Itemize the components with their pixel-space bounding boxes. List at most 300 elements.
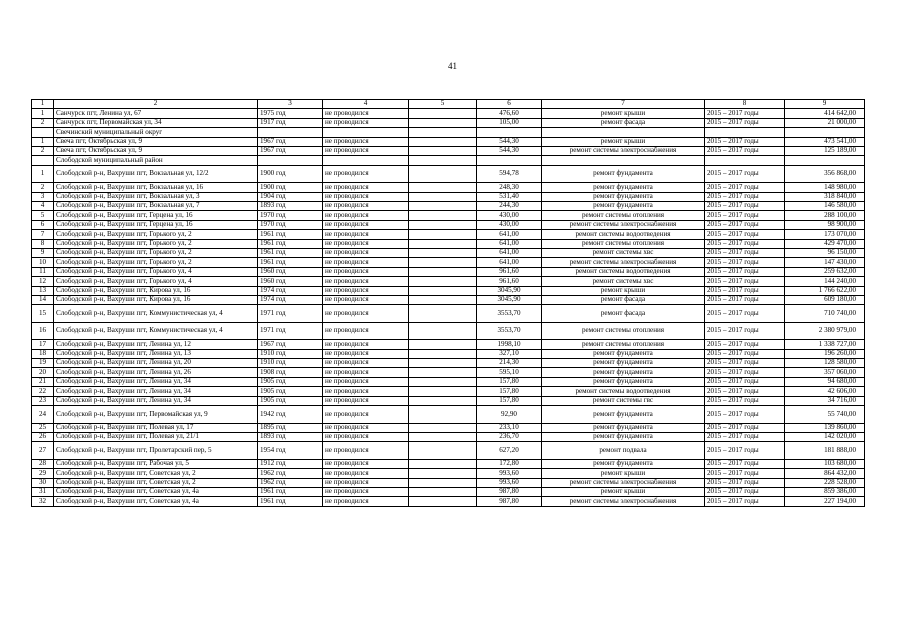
- build-year-cell: 1910 год: [258, 359, 323, 368]
- period-cell: 2015 – 2017 годы: [705, 211, 785, 220]
- area-cell: 236,70: [477, 432, 542, 441]
- table-row: [32, 267, 865, 276]
- row-number-cell: 16: [32, 322, 54, 340]
- cost-cell: 356 868,00: [785, 165, 865, 183]
- column5-cell: [409, 165, 477, 183]
- build-year-cell: 1900 год: [258, 165, 323, 183]
- column5-cell: [409, 137, 477, 146]
- section-title: Свечинский муниципальный округ: [54, 128, 258, 137]
- period-cell: 2015 – 2017 годы: [705, 432, 785, 441]
- address-cell: Слободской р-н, Вахруши пгт, Ленина ул, 13: [54, 349, 258, 358]
- work-type-cell: ремонт системы хвс: [542, 277, 705, 286]
- build-year-cell: 1961 год: [258, 248, 323, 257]
- work-type-cell: ремонт системы водоотведения: [542, 230, 705, 239]
- survey-status-cell: не проводился: [323, 183, 409, 192]
- build-year-cell: 1961 год: [258, 239, 323, 248]
- cost-cell: 21 000,00: [785, 118, 865, 127]
- work-type-cell: ремонт фасада: [542, 295, 705, 304]
- table-row: [32, 359, 865, 368]
- cost-cell: 609 180,00: [785, 295, 865, 304]
- work-type-cell: ремонт системы хвс: [542, 248, 705, 257]
- build-year-cell: 1975 год: [258, 109, 323, 118]
- area-cell: 627,20: [477, 442, 542, 460]
- column5-cell: [409, 248, 477, 257]
- address-cell: Слободской р-н, Вахруши пгт, Первомайская ул, 9: [54, 406, 258, 424]
- row-number-cell: 23: [32, 396, 54, 405]
- empty-cell: [705, 156, 785, 165]
- build-year-cell: 1910 год: [258, 349, 323, 358]
- table-row: [32, 322, 865, 340]
- period-cell: 2015 – 2017 годы: [705, 258, 785, 267]
- column5-cell: [409, 396, 477, 405]
- work-type-cell: ремонт крыши: [542, 137, 705, 146]
- column-number: 8: [705, 100, 785, 109]
- row-number-cell: 5: [32, 211, 54, 220]
- address-cell: Слободской р-н, Вахруши пгт, Вокзальная ул, 16: [54, 183, 258, 192]
- survey-status-cell: не проводился: [323, 137, 409, 146]
- empty-cell: [785, 128, 865, 137]
- area-cell: 961,60: [477, 267, 542, 276]
- build-year-cell: 1962 год: [258, 469, 323, 478]
- build-year-cell: 1895 год: [258, 423, 323, 432]
- build-year-cell: 1967 год: [258, 146, 323, 155]
- address-cell: Слободской р-н, Вахруши пгт, Полевая ул, 17: [54, 423, 258, 432]
- work-type-cell: ремонт фундамента: [542, 192, 705, 201]
- column5-cell: [409, 267, 477, 276]
- row-number-cell: 1: [32, 109, 54, 118]
- area-cell: 531,40: [477, 192, 542, 201]
- cost-cell: 125 189,00: [785, 146, 865, 155]
- row-number-cell: 2: [32, 146, 54, 155]
- work-type-cell: ремонт фундамента: [542, 368, 705, 377]
- column-number-row: [32, 100, 865, 109]
- cost-cell: 181 888,00: [785, 442, 865, 460]
- empty-cell: [409, 128, 477, 137]
- table-row: [32, 442, 865, 460]
- cost-cell: 864 432,00: [785, 469, 865, 478]
- work-type-cell: ремонт системы водоотведения: [542, 267, 705, 276]
- work-type-cell: ремонт системы отопления: [542, 322, 705, 340]
- cost-cell: 473 541,00: [785, 137, 865, 146]
- area-cell: 214,30: [477, 359, 542, 368]
- cost-cell: 142 020,00: [785, 432, 865, 441]
- row-number-cell: 15: [32, 305, 54, 323]
- cost-cell: 148 980,00: [785, 183, 865, 192]
- table-row: [32, 137, 865, 146]
- address-cell: Слободской р-н, Вахруши пгт, Горького ул, 4: [54, 267, 258, 276]
- address-cell: Слободской р-н, Вахруши пгт, Горького ул, 2: [54, 248, 258, 257]
- repair-schedule-table: [31, 99, 865, 507]
- period-cell: 2015 – 2017 годы: [705, 248, 785, 257]
- build-year-cell: 1971 год: [258, 322, 323, 340]
- work-type-cell: ремонт системы электроснабжения: [542, 220, 705, 229]
- survey-status-cell: не проводился: [323, 305, 409, 323]
- build-year-cell: 1893 год: [258, 432, 323, 441]
- period-cell: 2015 – 2017 годы: [705, 109, 785, 118]
- address-cell: Слободской р-н, Вахруши пгт, Пролетарский пер, 5: [54, 442, 258, 460]
- address-cell: Слободской р-н, Вахруши пгт, Кирова ул, 16: [54, 286, 258, 295]
- work-type-cell: ремонт фундамента: [542, 459, 705, 468]
- area-cell: 993,60: [477, 469, 542, 478]
- row-number-cell: 22: [32, 387, 54, 396]
- build-year-cell: 1974 год: [258, 295, 323, 304]
- cost-cell: 34 716,00: [785, 396, 865, 405]
- address-cell: Слободской р-н, Вахруши пгт, Ленина ул, 34: [54, 396, 258, 405]
- column5-cell: [409, 202, 477, 211]
- table-row: [32, 368, 865, 377]
- survey-status-cell: не проводился: [323, 406, 409, 424]
- table-row: [32, 146, 865, 155]
- column5-cell: [409, 478, 477, 487]
- table-row: [32, 258, 865, 267]
- row-number-cell: 32: [32, 497, 54, 506]
- cost-cell: 1 766 622,00: [785, 286, 865, 295]
- area-cell: 993,60: [477, 478, 542, 487]
- column5-cell: [409, 239, 477, 248]
- survey-status-cell: не проводился: [323, 497, 409, 506]
- work-type-cell: ремонт подвала: [542, 442, 705, 460]
- period-cell: 2015 – 2017 годы: [705, 442, 785, 460]
- period-cell: 2015 – 2017 годы: [705, 368, 785, 377]
- table-row: [32, 211, 865, 220]
- survey-status-cell: не проводился: [323, 423, 409, 432]
- table-row: [32, 277, 865, 286]
- column5-cell: [409, 368, 477, 377]
- row-number-cell: 7: [32, 230, 54, 239]
- area-cell: 641,00: [477, 239, 542, 248]
- address-cell: Слободской р-н, Вахруши пгт, Советская ул, 4а: [54, 488, 258, 497]
- column5-cell: [409, 295, 477, 304]
- build-year-cell: 1917 год: [258, 118, 323, 127]
- row-number-cell: 30: [32, 478, 54, 487]
- period-cell: 2015 – 2017 годы: [705, 469, 785, 478]
- table-row: [32, 230, 865, 239]
- column5-cell: [409, 258, 477, 267]
- empty-cell: [477, 128, 542, 137]
- address-cell: Санчурск пгт, Первомайская ул, 34: [54, 118, 258, 127]
- period-cell: 2015 – 2017 годы: [705, 340, 785, 349]
- survey-status-cell: не проводился: [323, 469, 409, 478]
- cost-cell: 429 470,00: [785, 239, 865, 248]
- period-cell: 2015 – 2017 годы: [705, 165, 785, 183]
- section-number-cell: [32, 128, 54, 137]
- period-cell: 2015 – 2017 годы: [705, 459, 785, 468]
- row-number-cell: 6: [32, 220, 54, 229]
- period-cell: 2015 – 2017 годы: [705, 220, 785, 229]
- area-cell: 961,60: [477, 277, 542, 286]
- row-number-cell: 21: [32, 377, 54, 386]
- build-year-cell: 1912 год: [258, 459, 323, 468]
- period-cell: 2015 – 2017 годы: [705, 387, 785, 396]
- column-number: 2: [54, 100, 258, 109]
- table-row: [32, 406, 865, 424]
- period-cell: 2015 – 2017 годы: [705, 305, 785, 323]
- survey-status-cell: не проводился: [323, 349, 409, 358]
- area-cell: 92,90: [477, 406, 542, 424]
- row-number-cell: 2: [32, 183, 54, 192]
- row-number-cell: 9: [32, 248, 54, 257]
- column5-cell: [409, 220, 477, 229]
- cost-cell: 710 740,00: [785, 305, 865, 323]
- column5-cell: [409, 286, 477, 295]
- survey-status-cell: не проводился: [323, 220, 409, 229]
- row-number-cell: 1: [32, 165, 54, 183]
- row-number-cell: 18: [32, 349, 54, 358]
- table-row: [32, 469, 865, 478]
- build-year-cell: 1974 год: [258, 286, 323, 295]
- area-cell: 595,10: [477, 368, 542, 377]
- area-cell: 172,80: [477, 459, 542, 468]
- survey-status-cell: не проводился: [323, 109, 409, 118]
- survey-status-cell: не проводился: [323, 322, 409, 340]
- column5-cell: [409, 230, 477, 239]
- build-year-cell: 1960 год: [258, 277, 323, 286]
- table-row: [32, 432, 865, 441]
- build-year-cell: 1905 год: [258, 396, 323, 405]
- table-row: [32, 396, 865, 405]
- address-cell: Слободской р-н, Вахруши пгт, Герцена ул, 16: [54, 211, 258, 220]
- area-cell: 1998,10: [477, 340, 542, 349]
- row-number-cell: 12: [32, 277, 54, 286]
- table-row: [32, 423, 865, 432]
- survey-status-cell: не проводился: [323, 396, 409, 405]
- column-number: 7: [542, 100, 705, 109]
- column5-cell: [409, 211, 477, 220]
- cost-cell: 103 680,00: [785, 459, 865, 468]
- survey-status-cell: не проводился: [323, 387, 409, 396]
- build-year-cell: 1905 год: [258, 387, 323, 396]
- work-type-cell: ремонт системы отопления: [542, 340, 705, 349]
- row-number-cell: 26: [32, 432, 54, 441]
- survey-status-cell: не проводился: [323, 488, 409, 497]
- table-row: [32, 478, 865, 487]
- survey-status-cell: не проводился: [323, 368, 409, 377]
- column5-cell: [409, 322, 477, 340]
- column5-cell: [409, 359, 477, 368]
- work-type-cell: ремонт системы гвс: [542, 396, 705, 405]
- address-cell: Слободской р-н, Вахруши пгт, Коммунистическая ул, 4: [54, 305, 258, 323]
- column5-cell: [409, 340, 477, 349]
- period-cell: 2015 – 2017 годы: [705, 322, 785, 340]
- section-row: [32, 128, 865, 137]
- area-cell: 244,30: [477, 202, 542, 211]
- build-year-cell: 1954 год: [258, 442, 323, 460]
- survey-status-cell: не проводился: [323, 359, 409, 368]
- work-type-cell: ремонт фундамента: [542, 423, 705, 432]
- period-cell: 2015 – 2017 годы: [705, 488, 785, 497]
- area-cell: 157,80: [477, 377, 542, 386]
- work-type-cell: ремонт фундамента: [542, 406, 705, 424]
- row-number-cell: 20: [32, 368, 54, 377]
- table-row: [32, 165, 865, 183]
- period-cell: 2015 – 2017 годы: [705, 118, 785, 127]
- area-cell: 3045,90: [477, 295, 542, 304]
- empty-cell: [542, 128, 705, 137]
- period-cell: 2015 – 2017 годы: [705, 137, 785, 146]
- column5-cell: [409, 423, 477, 432]
- table-row: [32, 239, 865, 248]
- empty-cell: [409, 156, 477, 165]
- cost-cell: 146 580,00: [785, 202, 865, 211]
- table-row: [32, 497, 865, 506]
- table-row: [32, 459, 865, 468]
- column-number: 1: [32, 100, 54, 109]
- cost-cell: 173 070,00: [785, 230, 865, 239]
- cost-cell: 288 100,00: [785, 211, 865, 220]
- row-number-cell: 3: [32, 192, 54, 201]
- period-cell: 2015 – 2017 годы: [705, 359, 785, 368]
- column-number: 3: [258, 100, 323, 109]
- work-type-cell: ремонт системы электроснабжения: [542, 258, 705, 267]
- area-cell: 327,10: [477, 349, 542, 358]
- column5-cell: [409, 497, 477, 506]
- work-type-cell: ремонт системы отопления: [542, 211, 705, 220]
- address-cell: Слободской р-н, Вахруши пгт, Вокзальная ул, 7: [54, 202, 258, 211]
- address-cell: Слободской р-н, Вахруши пгт, Рабочая ул, 5: [54, 459, 258, 468]
- column5-cell: [409, 442, 477, 460]
- survey-status-cell: не проводился: [323, 165, 409, 183]
- area-cell: 544,30: [477, 146, 542, 155]
- area-cell: 3045,90: [477, 286, 542, 295]
- address-cell: Слободской р-н, Вахруши пгт, Горького ул, 2: [54, 239, 258, 248]
- period-cell: 2015 – 2017 годы: [705, 277, 785, 286]
- work-type-cell: ремонт системы отопления: [542, 239, 705, 248]
- table-row: [32, 118, 865, 127]
- work-type-cell: ремонт системы электроснабжения: [542, 497, 705, 506]
- column-number: 6: [477, 100, 542, 109]
- cost-cell: 2 380 979,00: [785, 322, 865, 340]
- build-year-cell: 1967 год: [258, 137, 323, 146]
- column5-cell: [409, 277, 477, 286]
- build-year-cell: 1962 год: [258, 478, 323, 487]
- empty-cell: [258, 156, 323, 165]
- work-type-cell: ремонт фундамента: [542, 349, 705, 358]
- cost-cell: 1 338 727,00: [785, 340, 865, 349]
- build-year-cell: 1905 год: [258, 377, 323, 386]
- build-year-cell: 1961 год: [258, 497, 323, 506]
- row-number-cell: 31: [32, 488, 54, 497]
- column-number: 4: [323, 100, 409, 109]
- area-cell: 641,00: [477, 230, 542, 239]
- column5-cell: [409, 432, 477, 441]
- build-year-cell: 1900 год: [258, 183, 323, 192]
- build-year-cell: 1961 год: [258, 230, 323, 239]
- survey-status-cell: не проводился: [323, 230, 409, 239]
- build-year-cell: 1970 год: [258, 211, 323, 220]
- area-cell: 430,00: [477, 220, 542, 229]
- work-type-cell: ремонт фасада: [542, 305, 705, 323]
- address-cell: Слободской р-н, Вахруши пгт, Ленина ул, 20: [54, 359, 258, 368]
- section-number-cell: [32, 156, 54, 165]
- period-cell: 2015 – 2017 годы: [705, 377, 785, 386]
- build-year-cell: 1971 год: [258, 305, 323, 323]
- empty-cell: [542, 156, 705, 165]
- period-cell: 2015 – 2017 годы: [705, 286, 785, 295]
- column5-cell: [409, 459, 477, 468]
- period-cell: 2015 – 2017 годы: [705, 183, 785, 192]
- build-year-cell: 1960 год: [258, 267, 323, 276]
- survey-status-cell: не проводился: [323, 118, 409, 127]
- table-row: [32, 387, 865, 396]
- table-row: [32, 340, 865, 349]
- column5-cell: [409, 183, 477, 192]
- work-type-cell: ремонт фундамента: [542, 432, 705, 441]
- area-cell: 476,60: [477, 109, 542, 118]
- cost-cell: 357 060,00: [785, 368, 865, 377]
- column5-cell: [409, 387, 477, 396]
- period-cell: 2015 – 2017 годы: [705, 239, 785, 248]
- period-cell: 2015 – 2017 годы: [705, 192, 785, 201]
- row-number-cell: 17: [32, 340, 54, 349]
- address-cell: Свеча пгт, Октябрьская ул, 9: [54, 146, 258, 155]
- cost-cell: 144 240,00: [785, 277, 865, 286]
- address-cell: Слободской р-н, Вахруши пгт, Вокзальная ул, 3: [54, 192, 258, 201]
- cost-cell: 147 430,00: [785, 258, 865, 267]
- area-cell: 3553,70: [477, 322, 542, 340]
- area-cell: 987,80: [477, 488, 542, 497]
- period-cell: 2015 – 2017 годы: [705, 497, 785, 506]
- table-row: [32, 305, 865, 323]
- survey-status-cell: не проводился: [323, 146, 409, 155]
- period-cell: 2015 – 2017 годы: [705, 202, 785, 211]
- work-type-cell: ремонт системы электроснабжения: [542, 146, 705, 155]
- table-row: [32, 248, 865, 257]
- period-cell: 2015 – 2017 годы: [705, 478, 785, 487]
- table-row: [32, 109, 865, 118]
- row-number-cell: 24: [32, 406, 54, 424]
- build-year-cell: 1970 год: [258, 220, 323, 229]
- row-number-cell: 28: [32, 459, 54, 468]
- build-year-cell: 1908 год: [258, 368, 323, 377]
- table-row: [32, 286, 865, 295]
- area-cell: 105,00: [477, 118, 542, 127]
- build-year-cell: 1961 год: [258, 488, 323, 497]
- work-type-cell: ремонт крыши: [542, 488, 705, 497]
- period-cell: 2015 – 2017 годы: [705, 146, 785, 155]
- address-cell: Санчурск пгт, Ленина ул, 67: [54, 109, 258, 118]
- build-year-cell: 1904 год: [258, 192, 323, 201]
- survey-status-cell: не проводился: [323, 277, 409, 286]
- cost-cell: 128 580,00: [785, 359, 865, 368]
- column5-cell: [409, 349, 477, 358]
- address-cell: Слободской р-н, Вахруши пгт, Ленина ул, 34: [54, 377, 258, 386]
- period-cell: 2015 – 2017 годы: [705, 230, 785, 239]
- survey-status-cell: не проводился: [323, 267, 409, 276]
- row-number-cell: 27: [32, 442, 54, 460]
- survey-status-cell: не проводился: [323, 377, 409, 386]
- table-row: [32, 377, 865, 386]
- row-number-cell: 13: [32, 286, 54, 295]
- address-cell: Слободской р-н, Вахруши пгт, Горького ул, 2: [54, 258, 258, 267]
- build-year-cell: 1961 год: [258, 258, 323, 267]
- column5-cell: [409, 469, 477, 478]
- cost-cell: 139 860,00: [785, 423, 865, 432]
- work-type-cell: ремонт фундамента: [542, 183, 705, 192]
- address-cell: Слободской р-н, Вахруши пгт, Горького ул, 2: [54, 230, 258, 239]
- cost-cell: 42 606,00: [785, 387, 865, 396]
- section-title: Слободской муниципальный район: [54, 156, 258, 165]
- column5-cell: [409, 192, 477, 201]
- area-cell: 233,10: [477, 423, 542, 432]
- build-year-cell: 1893 год: [258, 202, 323, 211]
- address-cell: Слободской р-н, Вахруши пгт, Советская ул, 2: [54, 469, 258, 478]
- survey-status-cell: не проводился: [323, 459, 409, 468]
- work-type-cell: ремонт системы водоотведения: [542, 387, 705, 396]
- survey-status-cell: не проводился: [323, 211, 409, 220]
- survey-status-cell: не проводился: [323, 258, 409, 267]
- table-row: [32, 488, 865, 497]
- row-number-cell: 8: [32, 239, 54, 248]
